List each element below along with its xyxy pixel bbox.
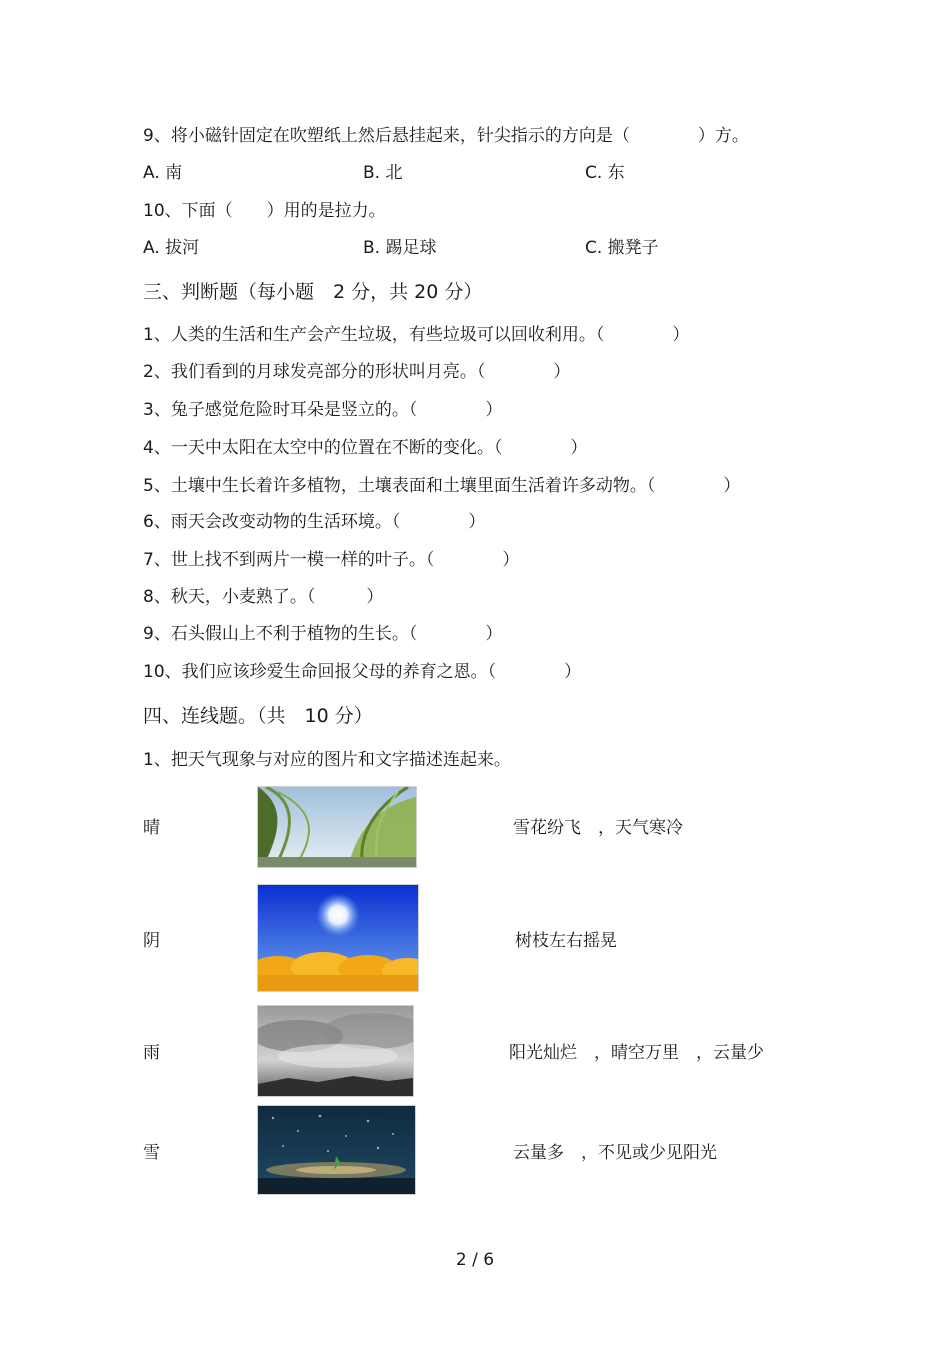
judgement-item-9: 9、石头假山上不利于植物的生长。（ ） [143, 624, 503, 644]
judgement-item-5: 5、土壤中生长着许多植物，土壤表面和土壤里面生活着许多动物。（ ） [143, 476, 741, 496]
judgement-item-7: 7、世上找不到两片一模一样的叶子。（ ） [143, 550, 520, 570]
description-snow: 雪花纷飞 ，天气寒冷 [513, 818, 683, 838]
rain-night-photo [257, 1105, 416, 1195]
judgement-item-10: 10、我们应该珍爱生命回报父母的养育之恩。（ ） [143, 662, 582, 682]
section-3-title: 三、判断题（每小题 2 分，共 20 分） [143, 281, 483, 303]
judgement-item-2: 2、我们看到的月球发亮部分的形状叫月亮。（ ） [143, 362, 571, 382]
description-overcast: 云量多 ，不见或少见阳光 [513, 1143, 717, 1163]
question-10-text: 10、下面（ ）用的是拉力。 [143, 201, 386, 221]
weather-label-sunny: 晴 [143, 818, 160, 838]
sunny-umbrellas-photo [257, 884, 419, 992]
question-10-option-c: C. 搬凳子 [585, 238, 659, 258]
judgement-item-3: 3、兔子感觉危险时耳朵是竖立的。（ ） [143, 400, 503, 420]
weather-label-rain: 雨 [143, 1043, 160, 1063]
judgement-item-1: 1、人类的生活和生产会产生垃圾，有些垃圾可以回收利用。（ ） [143, 325, 690, 345]
question-9-text: 9、将小磁针固定在吹塑纸上然后悬挂起来，针尖指示的方向是（ ）方。 [143, 126, 749, 146]
question-10-option-b: B. 踢足球 [363, 238, 437, 258]
question-10-option-a: A. 拔河 [143, 238, 200, 258]
judgement-item-8: 8、秋天，小麦熟了。（ ） [143, 587, 384, 607]
matching-question: 1、把天气现象与对应的图片和文字描述连起来。 [143, 750, 511, 770]
question-9-option-a: A. 南 [143, 163, 183, 183]
windy-willow-photo [257, 786, 417, 868]
judgement-item-4: 4、一天中太阳在太空中的位置在不断的变化。（ ） [143, 438, 588, 458]
weather-label-snow: 雪 [143, 1143, 160, 1163]
question-9-option-c: C. 东 [585, 163, 625, 183]
weather-label-cloudy: 阴 [143, 931, 160, 951]
description-sunny: 阳光灿烂 ，晴空万里 ，云量少 [509, 1043, 764, 1063]
overcast-sky-photo [257, 1005, 414, 1097]
section-4-title: 四、连线题。（共 10 分） [143, 705, 373, 727]
judgement-item-6: 6、雨天会改变动物的生活环境。（ ） [143, 512, 486, 532]
description-wind: 树枝左右摇晃 [515, 931, 617, 951]
question-9-option-b: B. 北 [363, 163, 403, 183]
page-number: 2 / 6 [455, 1250, 495, 1270]
